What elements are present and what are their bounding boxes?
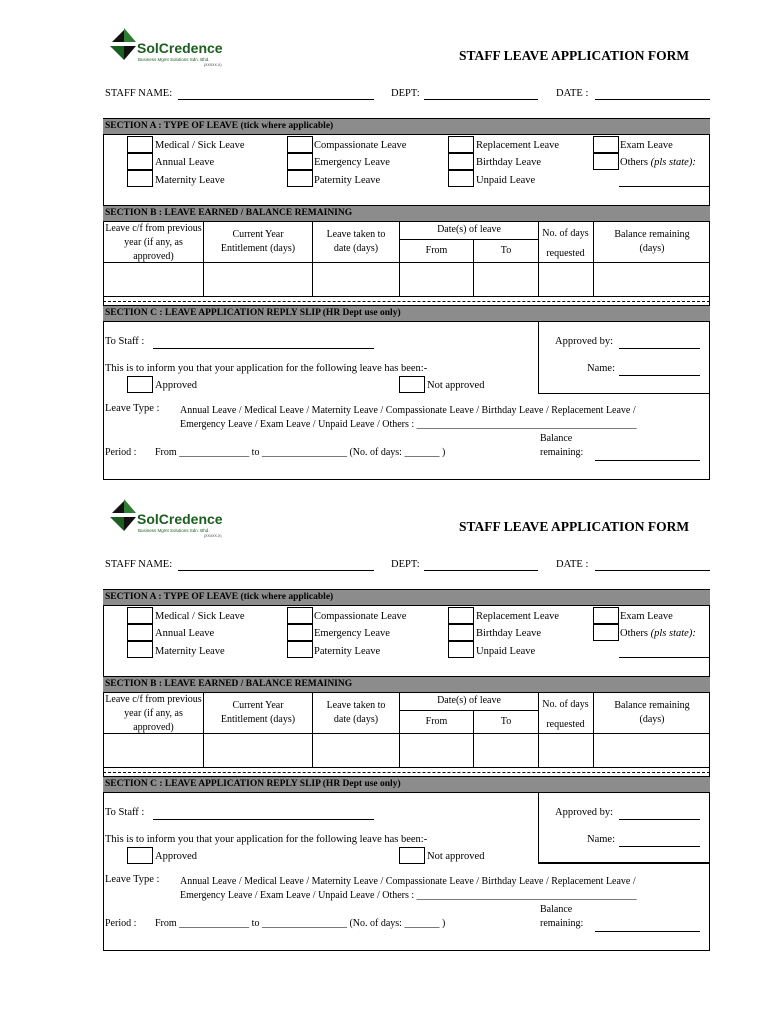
staff-name-field[interactable] — [178, 570, 374, 571]
header-to: To — [500, 716, 512, 727]
dept-field[interactable] — [424, 570, 538, 571]
unpaid-leave-label: Unpaid Leave — [476, 646, 536, 657]
header-leave-taken: Leave taken to date (days) — [326, 229, 386, 254]
header-days-requested: No. of days requested — [542, 699, 589, 730]
annual-leave-checkbox[interactable] — [127, 153, 153, 170]
approver-name-field[interactable] — [619, 846, 700, 847]
others-leave-checkbox[interactable] — [593, 153, 619, 170]
balance-cell[interactable] — [594, 263, 709, 296]
balance-remaining-field[interactable] — [595, 460, 700, 461]
leave-type-options-1: Annual Leave / Medical Leave / Maternity Leave / Compassionate Leave / Birthday Leave / Replacement Leave / — [180, 876, 636, 887]
name-label: Name: — [587, 363, 615, 374]
date-label: DATE : — [556, 559, 589, 570]
emergency-leave-checkbox[interactable] — [287, 624, 313, 641]
paternity-leave-label: Paternity Leave — [314, 646, 381, 657]
exam-leave-label: Exam Leave — [620, 611, 673, 622]
others-leave-checkbox[interactable] — [593, 624, 619, 641]
medical-leave-checkbox[interactable] — [127, 136, 153, 153]
replacement-leave-checkbox[interactable] — [448, 136, 474, 153]
leave-type-label: Leave Type : — [105, 403, 160, 414]
leave-taken-cell[interactable] — [313, 734, 399, 767]
emergency-leave-label: Emergency Leave — [314, 628, 390, 639]
to-staff-label: To Staff : — [105, 807, 145, 818]
birthday-leave-label: Birthday Leave — [476, 628, 542, 639]
balance-remaining-field[interactable] — [595, 931, 700, 932]
form-copy-2 — [0, 471, 768, 951]
inform-text: This is to inform you that your application for the following leave has been:- — [105, 834, 428, 845]
replacement-leave-checkbox[interactable] — [448, 607, 474, 624]
to-staff-field[interactable] — [153, 819, 374, 820]
date-label: DATE : — [556, 88, 589, 99]
form-copy-1 — [0, 0, 768, 480]
header-from: From — [425, 716, 448, 727]
paternity-leave-checkbox[interactable] — [287, 170, 313, 187]
others-specify-field[interactable] — [619, 657, 709, 658]
period-label: Period : — [105, 447, 137, 458]
staff-name-label: STAFF NAME: — [105, 88, 173, 99]
form-title: STAFF LEAVE APPLICATION FORM — [459, 519, 690, 534]
company-logo — [108, 26, 233, 68]
section-c-header: SECTION C : LEAVE APPLICATION REPLY SLIP (HR Dept use only) — [103, 305, 710, 322]
exam-leave-checkbox[interactable] — [593, 136, 619, 153]
approved-by-field[interactable] — [619, 348, 700, 349]
annual-leave-label: Annual Leave — [155, 157, 215, 168]
maternity-leave-label: Maternity Leave — [155, 175, 225, 186]
to-date-cell[interactable] — [474, 734, 538, 767]
leave-taken-cell[interactable] — [313, 263, 399, 296]
inform-text: This is to inform you that your application for the following leave has been:- — [105, 363, 428, 374]
section-c-header: SECTION C : LEAVE APPLICATION REPLY SLIP (HR Dept use only) — [103, 776, 710, 793]
staff-name-field[interactable] — [178, 99, 374, 100]
dept-field[interactable] — [424, 99, 538, 100]
to-date-cell[interactable] — [474, 263, 538, 296]
header-from: From — [425, 245, 448, 256]
logo-reg: (XXXXX-X) — [204, 534, 222, 538]
period-line: From ______________ to _________________ (No. of days: _______ ) — [155, 447, 446, 458]
emergency-leave-label: Emergency Leave — [314, 157, 390, 168]
leave-type-label: Leave Type : — [105, 874, 160, 885]
from-date-cell[interactable] — [400, 263, 473, 296]
balance-label: Balance — [540, 433, 573, 444]
from-date-cell[interactable] — [400, 734, 473, 767]
remaining-label: remaining: — [540, 918, 584, 929]
logo-triangle-icon — [108, 497, 138, 533]
medical-leave-label: Medical / Sick Leave — [155, 140, 245, 151]
approved-by-field[interactable] — [619, 819, 700, 820]
days-requested-cell[interactable] — [539, 263, 593, 296]
birthday-leave-checkbox[interactable] — [448, 153, 474, 170]
unpaid-leave-label: Unpaid Leave — [476, 175, 536, 186]
form-title: STAFF LEAVE APPLICATION FORM — [459, 48, 690, 63]
medical-leave-checkbox[interactable] — [127, 607, 153, 624]
others-leave-label: Others (pls state): — [620, 157, 696, 168]
header-entitlement: Current Year Entitlement (days) — [220, 700, 296, 725]
not-approved-label: Not approved — [427, 851, 485, 862]
date-field[interactable] — [595, 99, 710, 100]
birthday-leave-checkbox[interactable] — [448, 624, 474, 641]
staff-name-label: STAFF NAME: — [105, 559, 173, 570]
leave-type-options-1: Annual Leave / Medical Leave / Maternity Leave / Compassionate Leave / Birthday Leave / Replacement Leave / — [180, 405, 636, 416]
leave-type-options-2: Emergency Leave / Exam Leave / Unpaid Leave / Others : ____________________________________________ — [180, 890, 637, 901]
company-logo — [108, 497, 233, 539]
logo-triangle-icon — [108, 26, 138, 62]
compassionate-leave-checkbox[interactable] — [287, 136, 313, 153]
header-leave-cf: Leave c/f from previous year (if any, as approved) — [105, 223, 202, 262]
logo-name: SolCredence — [137, 40, 223, 56]
leave-type-options-2: Emergency Leave / Exam Leave / Unpaid Leave / Others : ____________________________________________ — [180, 419, 637, 430]
not-approved-label: Not approved — [427, 380, 485, 391]
balance-cell[interactable] — [594, 734, 709, 767]
others-leave-label: Others (pls state): — [620, 628, 696, 639]
header-to: To — [500, 245, 512, 256]
leave-cf-cell[interactable] — [104, 734, 203, 767]
leave-cf-cell[interactable] — [104, 263, 203, 296]
unpaid-leave-checkbox[interactable] — [448, 641, 474, 658]
compassionate-leave-checkbox[interactable] — [287, 607, 313, 624]
approved-label: Approved — [155, 380, 197, 391]
approved-label: Approved — [155, 851, 197, 862]
compassionate-leave-label: Compassionate Leave — [314, 611, 407, 622]
others-specify-field[interactable] — [619, 186, 709, 187]
header-leave-cf: Leave c/f from previous year (if any, as approved) — [105, 694, 202, 733]
paternity-leave-label: Paternity Leave — [314, 175, 381, 186]
entitlement-cell[interactable] — [204, 263, 312, 296]
entitlement-cell[interactable] — [204, 734, 312, 767]
to-staff-label: To Staff : — [105, 336, 145, 347]
header-balance-remaining: Balance remaining (days) — [614, 229, 690, 254]
balance-label: Balance — [540, 904, 573, 915]
header-dates-of-leave: Date(s) of leave — [437, 695, 501, 706]
maternity-leave-checkbox[interactable] — [127, 170, 153, 187]
period-line: From ______________ to _________________ (No. of days: _______ ) — [155, 918, 446, 929]
approved-checkbox[interactable] — [127, 847, 153, 864]
days-requested-cell[interactable] — [539, 734, 593, 767]
to-staff-field[interactable] — [153, 348, 374, 349]
not-approved-checkbox[interactable] — [399, 376, 425, 393]
header-dates-of-leave: Date(s) of leave — [437, 224, 501, 235]
medical-leave-label: Medical / Sick Leave — [155, 611, 245, 622]
header-leave-taken: Leave taken to date (days) — [326, 700, 386, 725]
section-a-header: SECTION A : TYPE OF LEAVE (tick where applicable) — [103, 118, 710, 135]
header-balance-remaining: Balance remaining (days) — [614, 700, 690, 725]
not-approved-checkbox[interactable] — [399, 847, 425, 864]
exam-leave-checkbox[interactable] — [593, 607, 619, 624]
approved-checkbox[interactable] — [127, 376, 153, 393]
approved-by-label: Approved by: — [555, 807, 614, 818]
name-label: Name: — [587, 834, 615, 845]
unpaid-leave-checkbox[interactable] — [448, 170, 474, 187]
approved-by-label: Approved by: — [555, 336, 614, 347]
emergency-leave-checkbox[interactable] — [287, 153, 313, 170]
maternity-leave-label: Maternity Leave — [155, 646, 225, 657]
compassionate-leave-label: Compassionate Leave — [314, 140, 407, 151]
replacement-leave-label: Replacement Leave — [476, 611, 560, 622]
annual-leave-label: Annual Leave — [155, 628, 215, 639]
birthday-leave-label: Birthday Leave — [476, 157, 542, 168]
section-a-header: SECTION A : TYPE OF LEAVE (tick where applicable) — [103, 589, 710, 606]
logo-reg: (XXXXX-X) — [204, 63, 222, 67]
logo-name: SolCredence — [137, 511, 223, 527]
paternity-leave-checkbox[interactable] — [287, 641, 313, 658]
remaining-label: remaining: — [540, 447, 584, 458]
section-b-header: SECTION B : LEAVE EARNED / BALANCE REMAINING — [103, 676, 710, 693]
dept-label: DEPT: — [391, 88, 420, 99]
annual-leave-checkbox[interactable] — [127, 624, 153, 641]
dept-label: DEPT: — [391, 559, 420, 570]
logo-subtitle: Business Mgmt Solutions Sdn. Bhd. — [138, 528, 210, 533]
section-b-header: SECTION B : LEAVE EARNED / BALANCE REMAINING — [103, 205, 710, 222]
maternity-leave-checkbox[interactable] — [127, 641, 153, 658]
replacement-leave-label: Replacement Leave — [476, 140, 560, 151]
period-label: Period : — [105, 918, 137, 929]
exam-leave-label: Exam Leave — [620, 140, 673, 151]
header-days-requested: No. of days requested — [542, 228, 589, 259]
date-field[interactable] — [595, 570, 710, 571]
logo-subtitle: Business Mgmt Solutions Sdn. Bhd. — [138, 57, 210, 62]
header-entitlement: Current Year Entitlement (days) — [220, 229, 296, 254]
approver-name-field[interactable] — [619, 375, 700, 376]
